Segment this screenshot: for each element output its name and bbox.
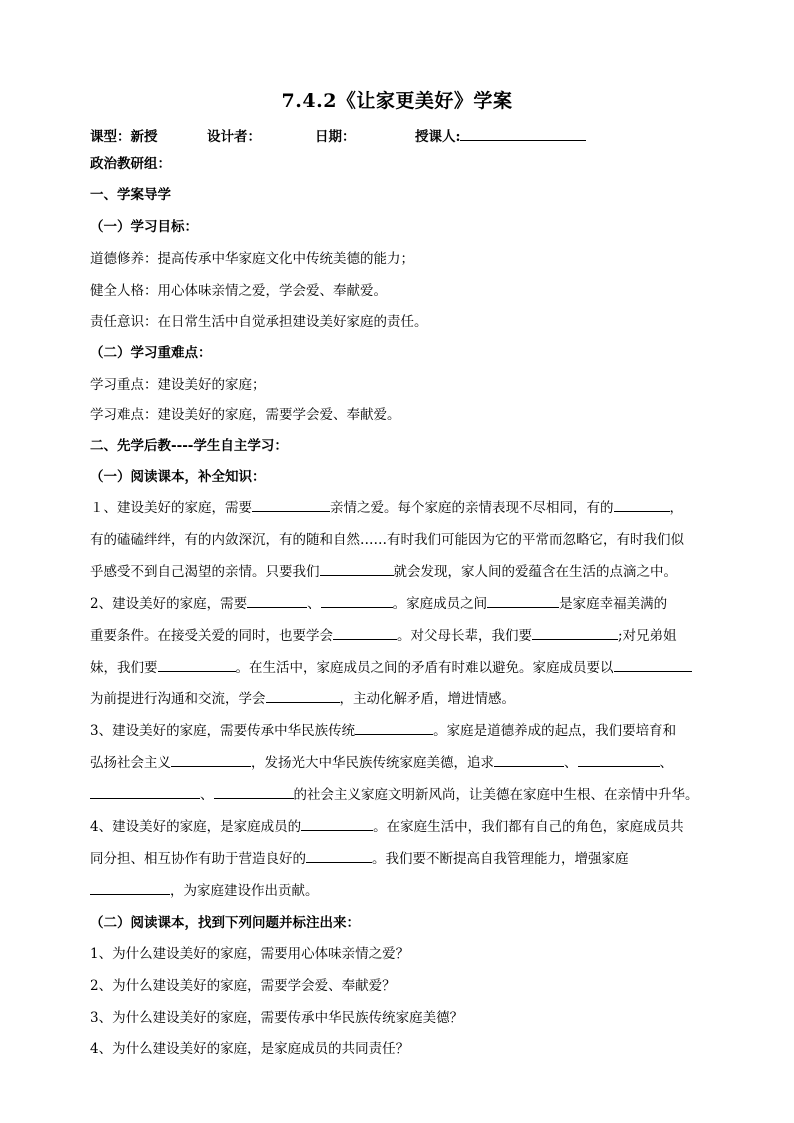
fill-blank[interactable] — [247, 595, 307, 608]
group-label: 政治教研组： — [90, 156, 171, 172]
p2-line4: 为前提进行沟通和交流，学会 ，主动化解矛盾，增进情感。 — [90, 691, 515, 707]
fill-blank[interactable] — [320, 563, 394, 576]
p1-line1: １、建设美好的家庭，需要 亲情之爱。每个家庭的亲情表现不尽相同，有的 ， — [90, 500, 683, 516]
p4-line1: 4、建设美好的家庭，是家庭成员的 。在家庭生活中，我们都有自己的角色，家庭成员共 — [90, 819, 684, 835]
lesson-type: 课型：新授 — [90, 129, 158, 145]
p2-line2: 重要条件。在接受关爱的同时，也要学会 。对父母长辈，我们要 ;对兄弟姐 — [90, 628, 677, 644]
goal-moral: 道德修养：提高传承中华家庭文化中传统美德的能力； — [90, 251, 414, 267]
question-2: 2、为什么建设美好的家庭，需要学会爱、奉献爱？ — [90, 978, 396, 994]
fill-blank[interactable] — [578, 754, 660, 767]
question-4: 4、为什么建设美好的家庭，是家庭成员的共同责任？ — [90, 1041, 410, 1057]
p1-line3: 乎感受不到自己渴望的亲情。只要我们 就会发现，家人间的爱蕴含在生活的点滴之中。 — [90, 564, 677, 580]
section1-sub1: （一）学习目标： — [90, 219, 198, 235]
fill-blank[interactable] — [494, 754, 564, 767]
section2-heading: 二、先学后教----学生自主学习： — [90, 438, 288, 454]
fill-blank[interactable] — [90, 882, 170, 895]
meta-row — [90, 125, 586, 145]
fill-blank[interactable] — [321, 595, 393, 608]
fill-blank[interactable] — [614, 499, 670, 512]
section1-heading: 一、学案导学 — [90, 187, 171, 203]
teacher-blank[interactable] — [460, 128, 586, 141]
p2-line1: 2、建设美好的家庭，需要 、 。家庭成员之间 是家庭幸福美满的 — [90, 596, 668, 612]
goal-responsibility: 责任意识：在日常生活中自觉承担建设美好家庭的责任。 — [90, 314, 428, 330]
p1-line2: 有的磕磕绊绊，有的内敛深沉，有的随和自然……有时我们可能因为它的平常而忽略它，有时我们似 — [90, 532, 684, 548]
designer-label: 设计者： — [207, 129, 261, 145]
fill-blank[interactable] — [487, 595, 559, 608]
fill-blank[interactable] — [333, 627, 397, 640]
fill-blank[interactable] — [614, 659, 692, 672]
question-3: 3、为什么建设美好的家庭，需要传承中华民族传统家庭美德？ — [90, 1010, 464, 1026]
goal-personality: 健全人格：用心体味亲情之爱，学会爱、奉献爱。 — [90, 283, 387, 299]
p4-line2: 同分担、相互协作有助于营造良好的 。我们要不断提高自我管理能力，增强家庭 — [90, 851, 629, 867]
date-label: 日期： — [315, 129, 356, 145]
fill-blank[interactable] — [306, 850, 372, 863]
fill-blank[interactable] — [355, 722, 433, 735]
key-point: 学习重点：建设美好的家庭； — [90, 377, 266, 393]
section1-sub2: （二）学习重难点： — [90, 345, 212, 361]
fill-blank[interactable] — [171, 754, 251, 767]
fill-blank[interactable] — [532, 627, 618, 640]
section2-sub1: （一）阅读课本，补全知识： — [90, 469, 266, 485]
p3-line3: 、 的社会主义家庭文明新风尚，让美德在家庭中生根、在亲情中升华。 — [90, 786, 699, 804]
fill-blank[interactable] — [252, 499, 330, 512]
fill-blank[interactable] — [266, 690, 340, 703]
p2-line3: 妹，我们要 。在生活中，家庭成员之间的矛盾有时难以避免。家庭成员要以 — [90, 659, 692, 677]
difficulty-point: 学习难点：建设美好的家庭，需要学会爱、奉献爱。 — [90, 407, 401, 423]
section2-sub2: （二）阅读课本，找到下列问题并标注出来： — [90, 915, 360, 931]
question-1: 1、为什么建设美好的家庭，需要用心体味亲情之爱？ — [90, 946, 410, 962]
p4-line3: ，为家庭建设作出贡献。 — [90, 882, 319, 900]
p3-line2: 弘扬社会主义 ，发扬光大中华民族传统家庭美德，追求 、 、 — [90, 755, 673, 771]
fill-blank[interactable] — [158, 659, 236, 672]
document-title: 7.4.2《让家更美好》学案 — [281, 90, 513, 112]
fill-blank[interactable] — [90, 786, 200, 799]
fill-blank[interactable] — [301, 818, 373, 831]
p3-line1: 3、建设美好的家庭，需要传承中华民族传统 。家庭是道德养成的起点，我们要培育和 — [90, 723, 677, 739]
teacher-label: 授课人: — [415, 129, 461, 145]
fill-blank[interactable] — [214, 786, 294, 799]
